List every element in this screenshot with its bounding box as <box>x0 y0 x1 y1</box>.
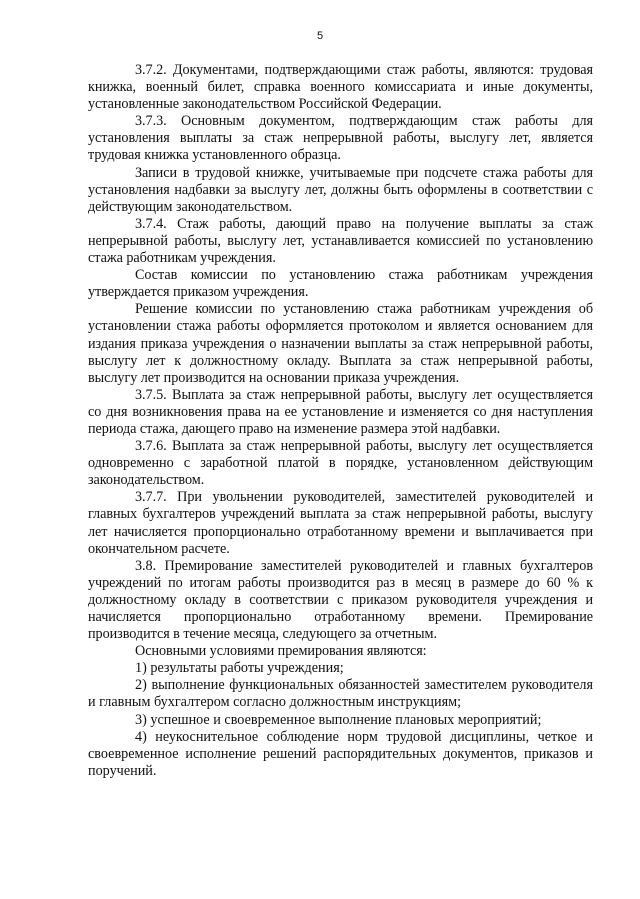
paragraph-3-7-5: 3.7.5. Выплата за стаж непрерывной работы, выслугу лет осуществляется со дня возникновения права на ее установление и изменяется со дня наступления периода стажа, дающего право на изменение размера этой надбавки. <box>88 386 593 437</box>
paragraph-bonus-conditions-intro: Основными условиями премирования являются: <box>135 643 427 660</box>
condition-item-4: 4) неукоснительное соблюдение норм трудовой дисциплины, четкое и своевременное исполнение решений распорядительных документов, приказов и поручений. <box>88 728 593 779</box>
paragraph-3-7-7: 3.7.7. При увольнении руководителей, заместителей руководителей и главных бухгалтеров учреждений выплата за стаж непрерывной работы, выслугу лет начисляется пропорционально отработанному времени и выплачивается при окончательном расчете. <box>88 489 593 557</box>
paragraph-commission-decision: Решение комиссии по установлению стажа работникам учреждения об установлении стажа работы оформляется протоколом и является основанием для издания приказа учреждения о назначении выплаты за стаж непрерывной работы, выслугу лет к должностному окладу. Выплата за стаж непрерывной работы, выслугу лет производится на основании приказа учреждения. <box>88 301 593 386</box>
paragraph-3-7-6: 3.7.6. Выплата за стаж непрерывной работы, выслугу лет осуществляется одновременно с заработной платой в порядке, установленном действующим законодательством. <box>88 438 593 489</box>
page-number: 5 <box>316 30 324 42</box>
paragraph-3-7-4: 3.7.4. Стаж работы, дающий право на получение выплаты за стаж непрерывной работы, выслугу лет, устанавливается комиссией по установлению стажа работникам учреждения. <box>88 215 593 267</box>
paragraph-3-8: 3.8. Премирование заместителей руководителей и главных бухгалтеров учреждений по итогам работы производится раз в месяц в размере до 60 % к должностному окладу в соответствии с приказом руководителя учреждения и начисляется пропорционально отработанному времени. Премирование производится в течение месяца, следующего за отчетным. <box>88 557 593 643</box>
condition-item-2: 2) выполнение функциональных обязанностей заместителем руководителя и главным бухгалтером согласно должностным инструкциям; <box>88 677 593 711</box>
condition-item-3: 3) успешное и своевременное выполнение плановых мероприятий; <box>135 711 542 728</box>
paragraph-commission-composition: Состав комиссии по установлению стажа работникам учреждения утверждается приказом учреждения. <box>88 267 593 301</box>
paragraph-3-7-3: 3.7.3. Основным документом, подтверждающим стаж работы для установления выплаты за стаж непрерывной работы, выслугу лет, является трудовая книжка установленного образца. <box>88 113 593 164</box>
paragraph-3-7-2: 3.7.2. Документами, подтверждающими стаж работы, являются: трудовая книжка, военный билет, справка военного комиссариата и иные документы, установленные законодательством Российской Федерации. <box>88 62 593 113</box>
condition-item-1: 1) результаты работы учреждения; <box>135 660 344 677</box>
document-body <box>88 62 593 780</box>
paragraph-work-book-records: Записи в трудовой книжке, учитываемые при подсчете стажа работы для установления надбавки за выслугу лет, должны быть оформлены в соответствии с действующим законодательством. <box>88 164 593 215</box>
